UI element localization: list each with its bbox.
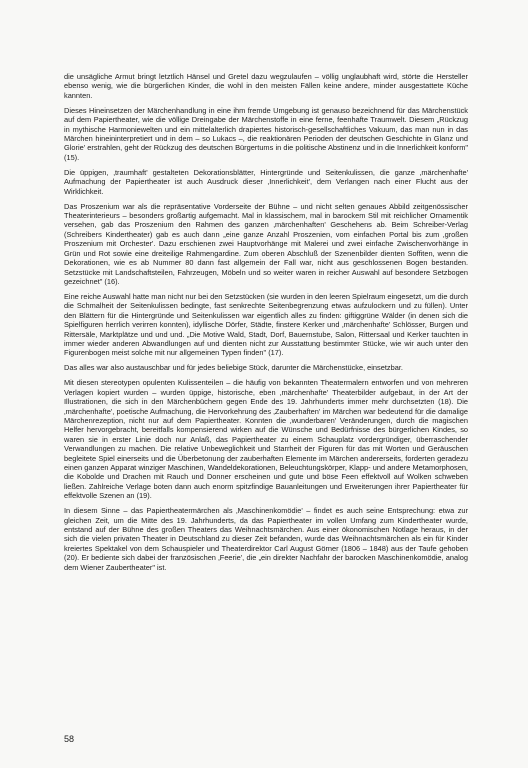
paragraph-8: In diesem Sinne – das Papiertheatermärchen als ‚Maschinenkomödie' – findet es auch seine Entsprechung: etwa zur gleichen Zeit, um die Mitte des 19. Jahrhunderts, da das Papiertheater im vollen Umfang zum Kindertheater wurde, entstand auf der Bühne des großen Theaters das Weihnachtsmärchen. Aus einer ökonomischen Notlage heraus, in der sich die vielen privaten Theater in Deutschland zu dieser Zeit befanden, wurde das Weihnachtsmärchen als ein für Kinder kreiertes Spektakel von dem Schauspieler und Theaterdirektor Carl August Görner (1806 – 1848) aus der Taufe gehoben (20). Er bediente sich dabei der französischen ‚Feerie', die „ein direkter Nachfahr der barocken Maschinenkomödie, analog dem Wiener Zaubertheater" ist.	[64, 506, 468, 572]
paragraph-3: Die üppigen, ‚traumhaft' gestalteten Dekorationsblätter, Hintergründe und Seitenkulissen, die ganze ‚märchenhafte' Aufmachung der Papiertheater ist auch Ausdruck dieser ‚Innerlichkeit', dem Verlangen nach einer Flucht aus der Wirklichkeit.	[64, 167, 468, 196]
paragraph-2: Dieses Hineinsetzen der Märchenhandlung in eine ihm fremde Umgebung ist genauso bezeichnend für das Märchenstück auf dem Papiertheater, wie die völlige Dreingabe der Märchenstoffe in eine ferne, feenhafte Traumwelt. Diesem „Rückzug in mythische Harmoniewelten und ein mittelalterlich drapiertes historisch-gesellschaftliches Vakuum, das man nun in das Märchen hineininterpretiert und in dem – so Lukacs –, die reaktionären Perioden der deutschen Geschichte in Glanz und Glorie' erstrahlen, geht der Rückzug des deutschen Bürgertums in die politische Abstinenz und in die Innerlichkeit konform" (15).	[64, 105, 468, 162]
paragraph-1: die unsägliche Armut bringt letztlich Hänsel und Gretel dazu wegzulaufen – völlig unglaubhaft wird, störte die Hersteller ebenso wenig, wie die bürgerlichen Kinder, die wohl in den meisten Fällen keine andere, minder ausgestattete Küche kannten.	[64, 72, 468, 100]
body-text	[64, 72, 468, 578]
paragraph-5: Eine reiche Auswahl hatte man nicht nur bei den Setzstücken (sie wurden in den leeren Spielraum eingesetzt, um die durch die Schmalheit der Seitenkulissen bedingte, fast senkrechte Seitenbegrenzung etwas aufzulockern und zu füllen). Unter den Blättern für die Hintergründe und Seitenkulissen war eigentlich alles zu finden: giftiggrüne Wälder (in denen sich die Spielfiguren herrlich verirren konnten), idyllische Dörfer, Städte, finstere Kerker und ‚märchenhafte' Schlösser, Burgen und Rittersäle, Marktplätze und und und. „Die Motive Wald, Stadt, Dorf, Bauernstube, Salon, Rittersaal und Kerker tauchten in immer wieder anderen Abwandlungen auf und dienten nicht zur Ausstattung bestimmter Stücke, wie wir auch unter den Figurenbogen meist solche mit nur allgemeinen Typen finden" (17).	[64, 291, 468, 358]
page-number: 58	[64, 734, 75, 744]
paragraph-4: Das Proszenium war als die repräsentative Vorderseite der Bühne – und nicht selten genaues Abbild zeitgenössischer Theaterinterieurs – besonders großartig aufgemacht. Mal in klassischem, mal in barockem Stil mit reichlicher Ornamentik versehen, gab das Proszenium den Rahmen des ganzen ‚märchenhaften' Geschehens ab. Beim Schreiber-Verlag (Schreibers Kindertheater) gab es auch dann „eine ganze Anzahl Proszenien, vom einfachen Portal bis zum ‚großen Proszenium mit Orchester'. Dazu erschienen zwei Hauptvorhänge mit Malerei und zwei einfache Zwischenvorhänge in Grün und Rot sowie eine dreiteilige Rahmengardine. Zum oberen Abschluß der Szenenbilder dienten Soffiten, wenn die Dekorationen, wie es ab Nummer 80 dann fast allgemein der Fall war, nicht aus geschlossenen Bogen bestanden. Setzstücke mit Landschaftsteilen, Fahrzeugen, Möbeln und so weiter waren in reicher Auswahl auf besondere Setzbogen gezeichnet" (16).	[64, 201, 468, 286]
paragraph-6: Das alles war also austauschbar und für jedes beliebige Stück, darunter die Märchenstücke, einsetzbar.	[64, 363, 403, 373]
paragraph-7: Mit diesen stereotypen opulenten Kulissenteilen – die häufig von bekannten Theatermalern entworfen und von mehreren Verlagen kopiert wurden – wurden üppige, historische, eben ‚märchenhafte' Theaterbilder aufgebaut, in der Art der Illustrationen, die sich in den Märchenbüchern gegen Ende des 19. Jahrhunderts immer mehr durchsetzten (18). Die ‚märchenhafte', poetische Aufmachung, die Hervorkehrung des ‚Zauberhaften' im Märchen war bedeutend für die damalige Märchenrezeption, nicht nur auf dem Papiertheater. Konnten die ‚wunderbaren' Veränderungen, durch die magischen Helfer hervorgebracht, bereitfalls kompensierend wirken auf die Wünsche und Bedürfnisse des bürgerlichen Kindes, so waren sie in erster Linie doch nur Anlaß, das Papiertheater zu einem Schauplatz vordergründiger, überraschender Verwandlungen zu machen. Die relative Unbeweglichkeit und Starrheit der Figuren für das mit Worten und Geräuschen begleitete Spiel einerseits und die Überbetonung der zauberhaften Elemente im Märchen andererseits, forderten geradezu einen ganzen Apparat winziger Maschinen, Wandeldekorationen, Beleuchtungskörper, Klapp- und andere Metamorphosen, die Kobolde und Drachen mit Rauch und Donner erscheinen und gute und böse Feen effektvoll auf Wolken schweben ließen. Zahlreiche Verlage boten dann auch enorm spitzfindige Bauanleitungen und Erweiterungen ihrer Papiertheater für effektvolle Szenen an (19).	[64, 378, 468, 501]
